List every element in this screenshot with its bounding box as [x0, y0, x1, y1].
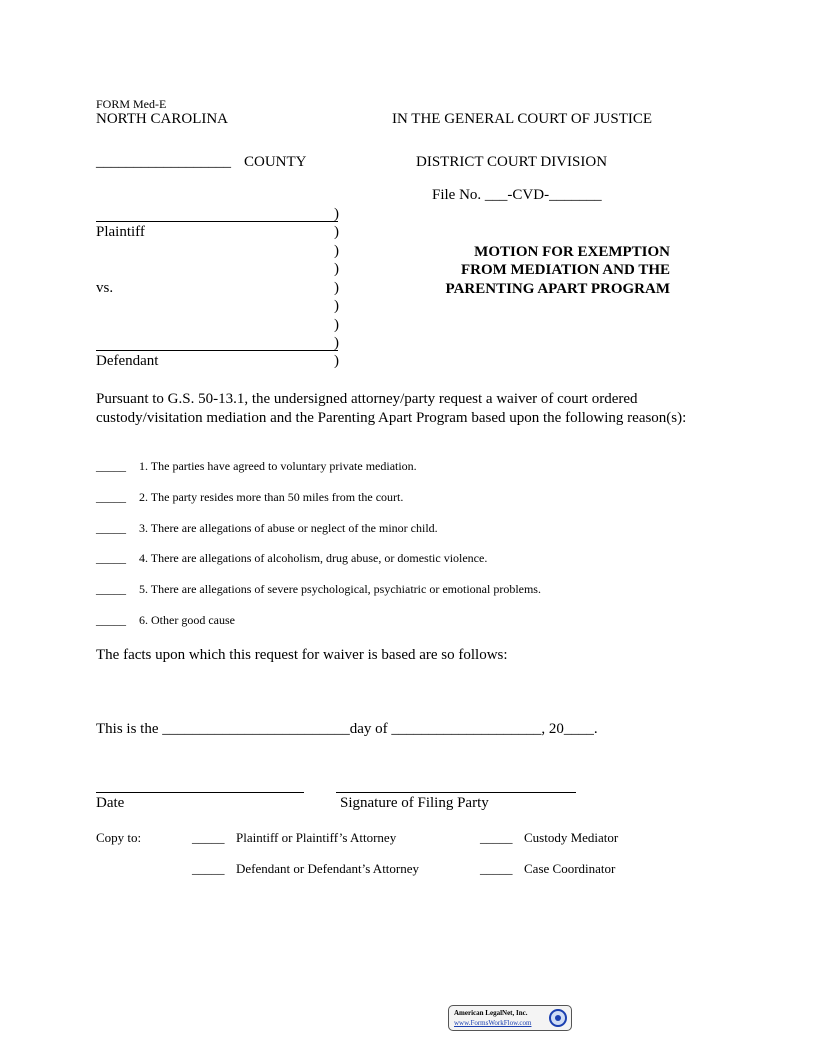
reason-4-text: 4. There are allegations of alcoholism, drug abuse, or domestic violence. — [139, 551, 488, 565]
caption-paren: ) — [334, 206, 339, 222]
division-label: DISTRICT COURT DIVISION — [416, 154, 608, 170]
date-prefix: This is the — [96, 721, 159, 737]
day-blank[interactable]: _________________________ — [162, 721, 350, 737]
copy-plaintiff-label: Plaintiff or Plaintiff’s Attorney — [236, 830, 397, 845]
reason-3-text: 3. There are allegations of abuse or neglect of the minor child. — [139, 521, 438, 535]
caption-paren: ) — [334, 353, 339, 369]
copy-coordinator-label: Case Coordinator — [524, 861, 616, 876]
copy-mediator-label: Custody Mediator — [524, 830, 619, 845]
american-legalnet-badge[interactable] — [448, 1005, 572, 1031]
plaintiff-label: Plaintiff — [96, 224, 145, 240]
caption-paren: ) — [334, 298, 339, 314]
badge-company: American LegalNet, Inc. — [454, 1009, 528, 1017]
reason-5-blank[interactable]: _____ — [96, 582, 126, 596]
copy-defendant-blank[interactable]: _____ — [192, 861, 225, 876]
date-label: Date — [96, 795, 125, 811]
plaintiff-line[interactable] — [96, 221, 338, 222]
caption-paren: ) — [334, 224, 339, 240]
caption-paren: ) — [334, 317, 339, 333]
court-name: IN THE GENERAL COURT OF JUSTICE — [392, 111, 653, 127]
reason-6-text: 6. Other good cause — [139, 613, 235, 627]
copy-coordinator-blank[interactable]: _____ — [480, 861, 513, 876]
signature-label: Signature of Filing Party — [340, 795, 489, 811]
state-name: NORTH CAROLINA — [96, 111, 229, 127]
reason-1-blank[interactable]: _____ — [96, 459, 126, 473]
reason-1-text: 1. The parties have agreed to voluntary private mediation. — [139, 459, 417, 473]
title-line-3: PARENTING APART PROGRAM — [445, 281, 670, 297]
badge-url-link[interactable]: www.FormsWorkFlow.com — [454, 1019, 532, 1027]
date-line — [96, 721, 598, 738]
reason-2-blank[interactable]: _____ — [96, 490, 126, 504]
caption-paren: ) — [334, 335, 339, 351]
reason-2-text: 2. The party resides more than 50 miles from the court. — [139, 490, 404, 504]
form-id: FORM Med-E — [96, 97, 167, 111]
copy-defendant-label: Defendant or Defendant’s Attorney — [236, 861, 420, 876]
caption-paren: ) — [334, 261, 339, 277]
county-blank[interactable]: __________________ — [96, 154, 231, 170]
day-of-label: day of — [349, 721, 388, 737]
defendant-line[interactable] — [96, 350, 338, 351]
globe-logo-icon — [549, 1009, 567, 1027]
facts-label: The facts upon which this request for waiver is based are so follows: — [96, 647, 508, 663]
copy-to-label: Copy to: — [96, 830, 142, 845]
reason-4-blank[interactable]: _____ — [96, 551, 126, 565]
reason-5-text: 5. There are allegations of severe psychological, psychiatric or emotional problems. — [139, 582, 541, 596]
reason-3-blank[interactable]: _____ — [96, 521, 126, 535]
reason-6-blank[interactable]: _____ — [96, 613, 126, 627]
title-line-2: FROM MEDIATION AND THE — [460, 262, 670, 278]
county-label: COUNTY — [244, 154, 307, 170]
caption-paren: ) — [334, 280, 339, 296]
date-signature-line[interactable] — [96, 792, 304, 793]
vs-label: vs. — [96, 280, 114, 296]
defendant-label: Defendant — [96, 353, 159, 369]
copy-plaintiff-blank[interactable]: _____ — [192, 830, 225, 845]
title-line-1: MOTION FOR EXEMPTION — [474, 244, 670, 260]
file-number[interactable]: File No. ___-CVD-_______ — [432, 187, 602, 203]
signature-line[interactable] — [336, 792, 576, 793]
month-blank[interactable]: ____________________ — [391, 721, 542, 737]
copy-mediator-blank[interactable]: _____ — [480, 830, 513, 845]
year-blank[interactable]: , 20____. — [541, 721, 598, 737]
intro-paragraph: Pursuant to G.S. 50-13.1, the undersigned attorney/party request a waiver of court ordered custody/visitation mediation and the Parenting Apart Program based upon the following reason(s): — [96, 391, 687, 426]
caption-paren: ) — [334, 243, 339, 259]
